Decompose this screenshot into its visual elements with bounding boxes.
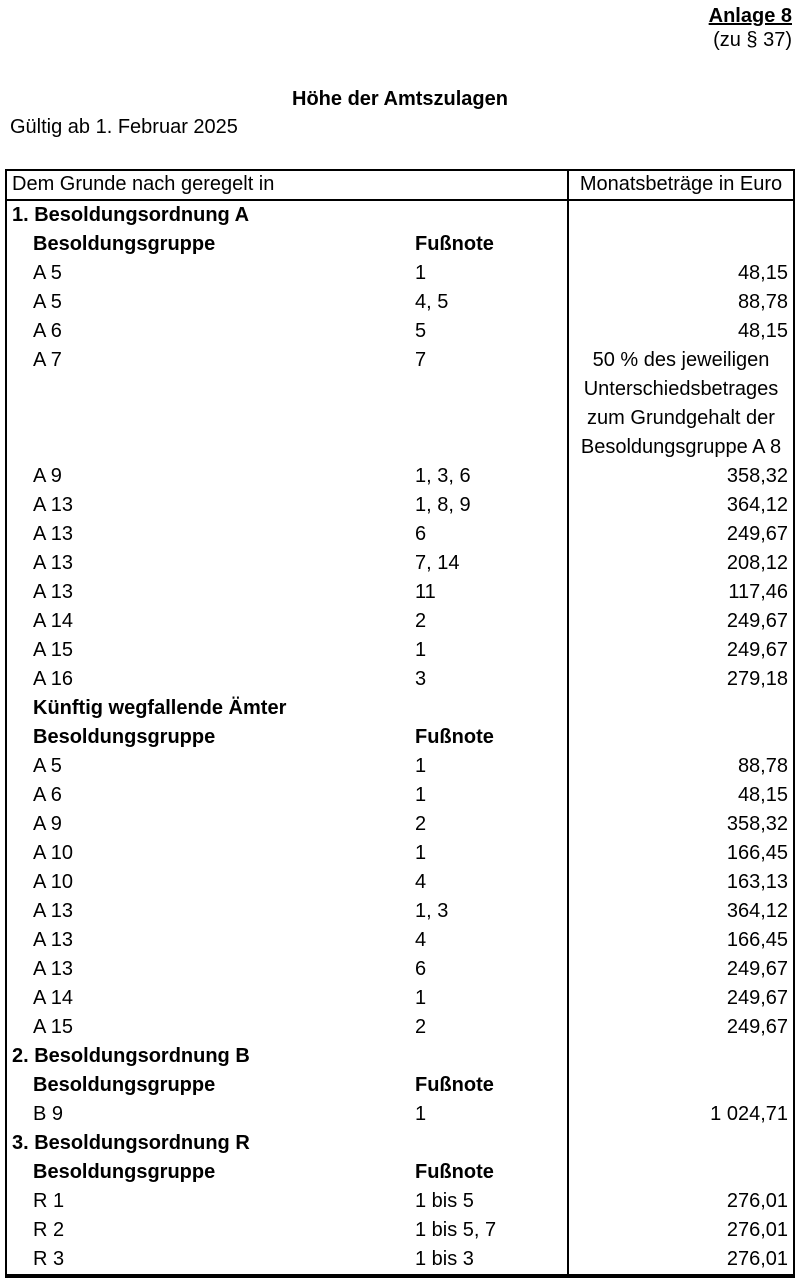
row-amount: 358,32	[567, 810, 793, 839]
table-row	[7, 520, 793, 549]
table-row	[7, 926, 793, 955]
row-label: 2. Besoldungsordnung B	[12, 1045, 250, 1067]
table-row	[7, 317, 793, 346]
row-label: R 2	[33, 1219, 65, 1241]
table-row	[7, 1013, 793, 1042]
row-footnote: 1	[415, 842, 427, 864]
row-label: A 13	[33, 929, 74, 951]
row-footnote: Fußnote	[415, 1161, 494, 1183]
row-footnote	[415, 1042, 567, 1071]
table-row	[7, 259, 793, 288]
row-amount: 88,78	[567, 288, 793, 317]
allowances-table	[5, 169, 795, 1278]
row-footnote: 1, 3	[415, 900, 449, 922]
table-row	[7, 491, 793, 520]
row-label: Besoldungsgruppe	[33, 233, 216, 255]
column-header-basis: Dem Grunde nach geregelt in	[12, 173, 275, 195]
row-footnote: 2	[415, 610, 427, 632]
row-amount: 1 024,71	[567, 1100, 793, 1129]
row-label: B 9	[33, 1103, 64, 1125]
table-row	[7, 897, 793, 926]
row-label: A 14	[33, 987, 74, 1009]
table-row	[7, 578, 793, 607]
table-row	[7, 1216, 793, 1245]
row-label: A 13	[33, 900, 74, 922]
row-label: Besoldungsgruppe	[33, 726, 216, 748]
row-footnote: 6	[415, 958, 427, 980]
table-row	[7, 694, 793, 723]
row-amount: 249,67	[567, 520, 793, 549]
row-amount: 48,15	[567, 317, 793, 346]
row-footnote	[415, 1129, 567, 1158]
table-row	[7, 549, 793, 578]
amount-line: 50 % des jeweiligen	[592, 349, 770, 371]
row-amount	[567, 201, 793, 230]
table-row	[7, 1100, 793, 1129]
row-amount: 358,32	[567, 462, 793, 491]
row-amount: 249,67	[567, 636, 793, 665]
row-amount	[567, 723, 793, 752]
row-label: A 10	[33, 871, 74, 893]
row-amount: 88,78	[567, 752, 793, 781]
table-row	[7, 1071, 793, 1100]
row-amount: 279,18	[567, 665, 793, 694]
table-row	[7, 868, 793, 897]
row-label: A 9	[33, 465, 62, 487]
row-label: A 5	[33, 262, 62, 284]
row-footnote: Fußnote	[415, 1074, 494, 1096]
table-row	[7, 1042, 793, 1071]
validity-note: Gültig ab 1. Februar 2025	[10, 116, 238, 138]
table-body	[7, 201, 793, 1274]
table-row	[7, 636, 793, 665]
table-row	[7, 201, 793, 230]
row-label: A 7	[33, 349, 62, 371]
row-label: A 13	[33, 494, 74, 516]
row-label: A 10	[33, 842, 74, 864]
row-amount	[567, 1071, 793, 1100]
row-footnote	[415, 201, 567, 230]
row-label: Künftig wegfallende Ämter	[33, 697, 287, 719]
column-header-amount: Monatsbeträge in Euro	[567, 171, 793, 199]
row-footnote: 6	[415, 523, 427, 545]
row-footnote: 1	[415, 262, 427, 284]
row-label: R 1	[33, 1190, 65, 1212]
row-footnote: Fußnote	[415, 233, 494, 255]
row-footnote: 1, 3, 6	[415, 465, 471, 487]
row-footnote: 3	[415, 668, 427, 690]
row-label: A 5	[33, 291, 62, 313]
row-footnote: 2	[415, 1016, 427, 1038]
table-row	[7, 1158, 793, 1187]
row-footnote: 1	[415, 755, 427, 777]
row-amount: 276,01	[567, 1187, 793, 1216]
row-label: A 15	[33, 639, 74, 661]
table-row	[7, 230, 793, 259]
row-footnote: 1	[415, 1103, 427, 1125]
row-footnote: Fußnote	[415, 726, 494, 748]
page-title: Höhe der Amtszulagen	[292, 88, 508, 110]
annex-label: Anlage 8	[708, 5, 792, 27]
row-label: A 6	[33, 784, 62, 806]
row-label: A 15	[33, 1016, 74, 1038]
row-label: 3. Besoldungsordnung R	[12, 1132, 250, 1154]
row-label: Besoldungsgruppe	[33, 1161, 216, 1183]
row-footnote: 5	[415, 320, 427, 342]
row-amount: 249,67	[567, 984, 793, 1013]
row-amount: 249,67	[567, 955, 793, 984]
row-amount: 48,15	[567, 781, 793, 810]
row-amount: 276,01	[567, 1245, 793, 1274]
row-label: R 3	[33, 1248, 65, 1270]
table-row	[7, 607, 793, 636]
row-amount: 249,67	[567, 607, 793, 636]
row-label: A 6	[33, 320, 62, 342]
amount-line: Besoldungsgruppe A 8	[580, 436, 782, 458]
table-row	[7, 984, 793, 1013]
table-row	[7, 1187, 793, 1216]
table-row	[7, 955, 793, 984]
row-label: A 13	[33, 552, 74, 574]
row-amount: 163,13	[567, 868, 793, 897]
table-row	[7, 752, 793, 781]
table-header-row	[7, 171, 793, 201]
row-footnote: 1 bis 5	[415, 1190, 474, 1212]
row-footnote: 4, 5	[415, 291, 449, 313]
row-label: A 13	[33, 581, 74, 603]
row-amount: 117,46	[567, 578, 793, 607]
row-amount: 364,12	[567, 897, 793, 926]
row-footnote: 7	[415, 349, 427, 371]
row-amount: 249,67	[567, 1013, 793, 1042]
row-footnote: 1, 8, 9	[415, 494, 471, 516]
row-label: 1. Besoldungsordnung A	[12, 204, 250, 226]
row-amount: 48,15	[567, 259, 793, 288]
row-amount: 166,45	[567, 839, 793, 868]
row-footnote: 4	[415, 871, 427, 893]
table-row	[7, 723, 793, 752]
row-footnote: 1	[415, 987, 427, 1009]
row-amount	[567, 1158, 793, 1187]
row-amount	[567, 1129, 793, 1158]
row-footnote: 1 bis 3	[415, 1248, 474, 1270]
amount-line: zum Grundgehalt der	[587, 407, 775, 429]
row-amount	[567, 230, 793, 259]
annex-block	[0, 4, 800, 52]
row-footnote: 2	[415, 813, 427, 835]
row-footnote: 11	[415, 581, 436, 603]
row-amount	[567, 694, 793, 723]
table-row	[7, 839, 793, 868]
table-row	[7, 346, 793, 462]
row-label: Besoldungsgruppe	[33, 1074, 216, 1096]
row-amount: 166,45	[567, 926, 793, 955]
row-amount: 364,12	[567, 491, 793, 520]
row-amount	[567, 346, 793, 462]
row-label: A 13	[33, 523, 74, 545]
table-row	[7, 1245, 793, 1274]
row-amount: 276,01	[567, 1216, 793, 1245]
row-footnote: 1	[415, 784, 427, 806]
table-row	[7, 1129, 793, 1158]
table-row	[7, 665, 793, 694]
table-row	[7, 781, 793, 810]
row-label: A 14	[33, 610, 74, 632]
row-label: A 16	[33, 668, 74, 690]
row-footnote: 1	[415, 639, 427, 661]
amount-line: Unterschiedsbetrages	[583, 378, 779, 400]
row-label: A 13	[33, 958, 74, 980]
annex-ref: (zu § 37)	[713, 29, 792, 51]
table-row	[7, 288, 793, 317]
row-footnote: 7, 14	[415, 552, 460, 574]
row-amount	[567, 1042, 793, 1071]
row-label: A 5	[33, 755, 62, 777]
table-row	[7, 462, 793, 491]
row-footnote: 1 bis 5, 7	[415, 1219, 497, 1241]
row-footnote: 4	[415, 929, 427, 951]
table-row	[7, 810, 793, 839]
row-label: A 9	[33, 813, 62, 835]
row-amount: 208,12	[567, 549, 793, 578]
row-footnote	[415, 694, 567, 723]
